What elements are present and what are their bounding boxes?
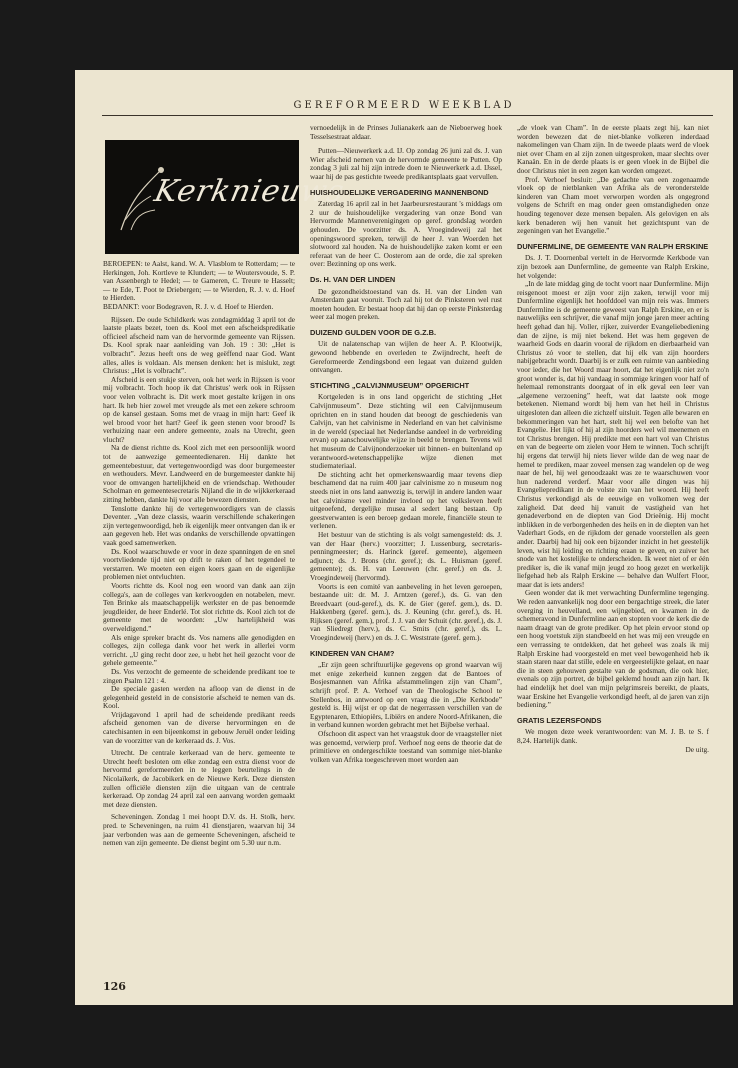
column-2 <box>310 124 502 764</box>
article-paragraph: De stichting acht het opmerkenswaardig maar tevens diep beschamend dat na ruim 400 jaar calvinisme zo n museum nog steeds niet in ons land aanwezig is, terwijl in andere landen waar het calvinisme veel minder invloed op het volksleven heeft uitgeoefend, dergelijke musea al sedert lang bestaan. Op geestverwanten is een beroep gedaan morele, financiële steun te verlenen. <box>310 469 502 531</box>
banner-title: Kerknieuws <box>151 174 348 209</box>
column-3-lead-2: Prof. Verhoef besluit: „De gedachte van een zogenaamde vloek op de nietblanken van Afrika als de veronderstelde kinderen van Cham moet verworpen worden als ongegrond volgens de Schrift en mag onder geen omstandigheden onze houding tegenover deze mensen bepalen. Als gelovigen en als kerk benaderen wij hen vanuit het gezichtspunt van de zegeningen van het Evangelie.” <box>517 174 709 236</box>
article-paragraph: Utrecht. De centrale kerkeraad van de herv. gemeente te Utrecht heeft besloten om elke zondag een extra dienst voor de hervormd gereformeerden in te leggen beurtelings in de Nicolaïkerk, de Jacobikerk en de Nieuwe Kerk. Deze diensten zullen officiële diensten zijn die uitgaan van de centrale kerkeraad. Op zondag 24 april zal een aanvang worden gemaakt met deze diensten. <box>103 748 295 809</box>
column-2-sections <box>310 189 502 765</box>
kerknieuws-banner <box>105 140 348 254</box>
article-paragraph: Ds. Vos verzocht de gemeente de scheidende predikant toe te zingen Psalm 121 : 4. <box>103 666 295 685</box>
article-paragraph: Als enige spreker bracht ds. Vos namens alle genodigden en colleges, zijn collega dank voor het werk in allerlei vorm verricht. „U ging recht door zee, u hebt het heil gezocht voor de gehele gemeente.” <box>103 632 295 668</box>
article-paragraph: BEDANKT: voor Bodegraven, R. J. v. d. Hoef te Hierden. <box>103 301 274 311</box>
article-paragraph: De speciale gasten werden na afloop van de dienst in de gelegenheid gesteld in de consistorie afscheid te nemen van ds. Kool. <box>103 684 295 711</box>
article-paragraph: „In de late middag ging de tocht voort naar Dunfermline. Mijn reisgenoot moest er zijn voor zijn zaken, terwijl voor mij Dunfermline eigenlijk het hoofddoel van mijn reis was. Immers Dunfermline is de gemeente geweest van Ralph Erskine, en er is nauwelijks een schrijver, die vanaf mijn jonge jaren meer achting heeft gehad dan hij. Voller, rijker, zuiverder Evangeliebediening dan de zijne, is mij niet bekend. Het was hem gegeven de waarheid Gods en daarin vooral de rijkdom en dierbaarheid van Christus zó voor te stellen, dat hij elk van zijn hoorders nabijgebracht wordt. Daarbij is er zulk een ruimte van aanbieding voor ieder, die het Woord maar hoort, dat het eigenlijk niet zo'n groot wonder is, dat hij vandaag in sommige kringen voor half of helemaal remonstrants doorgaat of in elk geval een leer van „algemene verzoening” heeft, wat dat laatste ook moge betekenen. Niemand wordt bij hem van het heil in Christus uitgesloten dan alleen die zichzelf uitsluit. Tegen alle bewaren en bekommeringen van het hart, stelt hij wel een belofte van het Evangelie. Het lijkt of hij al zijn hoorders wel wil meenemen en tot Christus brengen. Hij predikte met een hart vol van Christus en van de begeerte om zielen voor Hem te winnen. Toch schrijft hij ergens dat terwijl hij niets liever wilde dan de weg naar de hemel te prediken, maar zoveel mensen zag wandelen op de weg naar de hel, hij wel genoodzaakt was ze te waarschuwen voor hun naderend verderf. Maar voor alle dingen was hij Evangeliepredikant in de volste zin van het woord. Hij heeft Christus verkondigd als de eeuwige en volkomen weg der zaligheid. Dat deed hij vanuit de vastigheid van het genadeverbond en de diepten van God Drieënig. Hij mocht inblikken in de verborgenheden des heils en in de diepten van het Vaderhart Gods, en de rijkdom der genade voorstellen als geen ander. Daarbij had hij ook een bijzonder inzicht in het geestelijk leven, wist hij leiding en richting eraan te geven, en zuiver het snode van het kostelijke te onderscheiden. Ik weet niet of er één prediker is, die ik vanaf mijn jeugd zo hoog gezet en werkelijk liefgehad heb als Ralph Erskine — behalve dan Wulfert Floor, maar dat is iets anders! <box>517 279 709 589</box>
article-paragraph: Ds. Kool waarschuwde er voor in deze spanningen de en snel voortvliedende tijd niet op drift te raken of het tegendeel te verstarren. We moeten een eigen koers gaan en de eigenlijke problemen niet ontvluchten. <box>103 546 295 582</box>
article-paragraph: Uit de nalatenschap van wijlen de heer A. P. Klootwijk, gewoond hebbende en overleden te Zwijndrecht, heeft de Gereformeerde Zendingsbond een legaat van duizend gulden ontvangen. <box>310 339 502 375</box>
putten-paragraph: Putten—Nieuwerkerk a.d. IJ. Op zondag 26 juni zal ds. J. van Wier afscheid nemen van de hervormde gemeente te Putten. Op zondag 3 juli zal hij zijn intrede doen te Nieuwerkerk a.d. IJssel, waar hij de pas gestichte tweede predikantsplaats gaat vervullen. <box>310 146 502 181</box>
article-paragraph: Na de dienst richtte ds. Kool zich met een persoonlijk woord tot de aanwezige gemeentedienaren. Hij dankte het gemeentebestuur, dat vertegenwoordigd was door burgemeester en wethouders. Mevr. Landweerd en de burgemeester dankte hij voor de omvangen hartelijkheid en de vriendschap. Wethouder Scholman en gemeentesecretaris Nijland die in de wijkkerkeraad zitting hebben, dankte hij voor alle bewezen diensten. <box>103 443 295 505</box>
article-paragraph: Voorts richtte ds. Kool nog een woord van dank aan zijn collega's, aan de colleges van kerkvoogden en notabelen, mevr. Ten Brinke als maatschappelijk werkster en de pas benoemde jeugdleider, de heer Enderlé. Tot slot richtte ds. Kool zich tot de gemeente met de woorden: „Uw hartelijkheid was overweldigend.” <box>103 580 295 633</box>
section-heading: STICHTING „CALVIJNMUSEUM” OPGERICHT <box>310 380 470 390</box>
article-paragraph: Rijssen. De oude Schildkerk was zondagmiddag 3 april tot de laatste plaats bezet, toen ds. Kool met een afscheidspredikatie officieel afscheid nam van de hervormde gemeente van Rijssen. Ds. Kool sprak naar aanleiding van Joh. 19 : 30: „Het is volbracht”. Jezus heeft ons de weg geëffend naar God. Want alles, alles is voldaan. Als mensen denken: het is mislukt, zegt Christus: „Het is volbracht”. <box>103 314 295 376</box>
column-3 <box>517 124 709 754</box>
section-heading: KINDEREN VAN CHAM? <box>310 648 395 658</box>
article-paragraph: Ofschoon dit aspect van het vraagstuk door de vraagsteller niet was genoemd, verwierp prof. Verhoef nog eens de theorie dat de primitieve en ondergeschikte toestand van sommige niet-blanke volken van Afrika toegeschreven moet worden aan <box>310 729 502 764</box>
header-rule <box>102 115 713 116</box>
article-paragraph: De gezondheidstoestand van ds. H. van der Linden van Amsterdam gaat vooruit. Toch zal hij tot de Pinksteren wel rust moeten houden. Er bestaat hoop dat hij dan op eerste Pinksterdag weer zal mogen preken. <box>310 286 502 322</box>
article-paragraph: Afscheid is een stukje sterven, ook het werk in Rijssen is voor mij volbracht. Toch hoop ik dat Christus' werk ook in Rijssen voor velen volbracht is. Dit werk moet gestalte krijgen in ons hart. Ik heb hier zowel met vreugde als met een zekere schroom op de kansel gestaan. Soms met de vraag in mijn hart: Geef ik wel brood voor het hart? Geef ik geen stenen voor brood? Is verhuizing naar een andere gemeente, zoals na Utrecht, geen vlucht? <box>103 374 295 444</box>
newspaper-page <box>75 70 733 1005</box>
article-paragraph: Ds. J. T. Doornenbal vertelt in de Hervormde Kerkbode van zijn bezoek aan Dunfermline, de gemeente van Ralph Erskine, het volgende: <box>517 253 709 280</box>
article-paragraph: „Er zijn geen schriftuurlijke gegevens op grond waarvan wij met enige zekerheid kunnen zeggen dat de Bantoes of Bosjesmannen van Afrika afstammelingen zijn van Cham”, schrijft prof. P. A. Verhoef van de Theologische School te Stellenbos, in antwoord op een vraag die in „Die Kerkbode” gesteld is. Hij wijst er op dat de negerrassen verschillen van de Egyptenaren, Ethiopiërs, Libiërs en andere Noord-Afrikanen, die in verband kunnen worden gebracht met het Bijbelse verhaal. <box>310 660 502 730</box>
column-3-sections <box>517 243 709 746</box>
signature: De uitg. <box>685 744 709 754</box>
section-heading: Ds. H. VAN DER LINDEN <box>310 274 396 284</box>
column-2-lead: vernoedelijk in de Prinses Julianakerk aan de Nieboerweg hoek Tesselsestraat aldaar. <box>310 123 502 141</box>
article-paragraph: Zaterdag 16 april zal in het Jaarbeursrestaurant 's middags om 2 uur de huishoudelijke vergadering van onze Bond van Hervormde Mannenverenigingen op geref. grondslag worden gehouden. De voorzitter ds. A. Vroegindeweij zal het openingswoord spreken, terwijl de heer J. van Woerden het slotwoord zal houden. Na de huishoudelijke zaken komt er een referaat van de heer C. Oosterom aan de orde, die zal spreken over: Bezinning op ons werk. <box>310 199 502 269</box>
column-1 <box>103 260 295 848</box>
article-paragraph: Scheveningen. Zondag 1 mei hoopt D.V. ds. H. Stolk, herv. pred. te Scheveningen, na ruim 41 dienstjaren, waarvan hij 34 jaar verbonden was aan de gemeente Scheveningen, afscheid te nemen van zijn gemeente. De dienst begint om 5.30 uur n.m. <box>103 812 295 848</box>
article-paragraph: Voorts is een comité van aanbeveling in het leven geroepen, bestaande uit: dr. M. J. Arntzen (geref.), ds. G. van den Breedvaart (oud-geref.), ds. K. de Gier (geref. gem.), ds. D. Hakkenberg (geref. gem.), ds. J. Keuning (chr. geref.), ds. H. Rijksen (geref. gem.), prof. J. J. van der Schuit (chr. geref.), ds. J. van Sliedregt (herv.), ds. C. Smits (chr. geref.), ds. L. Vroegindeweij (herv.) en ds. J. C. Weststrate (geref. gem.). <box>310 581 502 643</box>
article-paragraph: Vrijdagavond 1 april had de scheidende predikant reeds afscheid genomen van de diverse hervormingen en de catechisanten in een bijeenkomst in gebouw Jeruël onder leiding van de voorzitter van de kerkeraad ds. J. Vos. <box>103 709 295 745</box>
section-heading: HUISHOUDELIJKE VERGADERING MANNENBOND <box>310 187 489 197</box>
article-paragraph: Kortgeleden is in ons land opgericht de stichting „Het Calvijnmuseum”. Deze stichting wil een Calvijnmuseum oprichten en in stand houden dat beoogt de geschiedenis van Calvijn, van het calvinisme in Nederland en van het calvinisme in de wereld (speciaal het Nederlandse aandeel in de verbreiding ervan) op aanschouwelijke wijze in beeld te brengen. Tevens wil het museum de Calvijnonderzoeker uit binnen- en buitenland op verantwoord-wetenschappelijke wijze dienen met studiemateriaal. <box>310 392 502 471</box>
article-paragraph: BEROEPEN: te Aalst, kand. W. A. Vlasblom te Rotterdam; — te Herkingen, Joh. Kortleve te Klundert; — te Woutersvoude, S. P. van Assenbergh te Hedel; — te Gameren, C. Treure te Hasselt; — te Ede, T. Poot te Driebergen; — te Wierden, R. J. v. d. Hoef te Hierden. <box>103 259 295 303</box>
section-heading: GRATIS LEZERSFONDS <box>517 715 602 725</box>
column-3-lead: „de vloek van Cham”. In de eerste plaats zegt hij, kan niet worden bewezen dat de niet-blanke volkeren inderdaad nakomelingen van Cham zijn. In de tweede plaats werd de vloek niet over Cham en al zijn zonen uitgesproken, maar slechts over Kanaän. En in de derde plaats is er geen vloek in de Bijbel die door Christus niet in een zegen kan worden omgezet. <box>517 123 709 175</box>
page-number: 126 <box>103 980 126 993</box>
article-paragraph: We mogen deze week verantwoorden: van M. J. B. te S. f 8,24. Hartelijk dank. <box>517 727 709 745</box>
section-heading: DUNFERMLINE, DE GEMEENTE VAN RALPH ERSKINE <box>517 241 709 251</box>
running-head: GEREFORMEERD WEEKBLAD <box>293 100 515 111</box>
section-heading: DUIZEND GULDEN VOOR DE G.Z.B. <box>310 327 437 337</box>
article-paragraph: Het bestuur van de stichting is als volgt samengesteld: ds. J. van der Haar (herv.) voorzitter; J. Lussenburg, secretaris-penningmeester; ds. Harinck (geref. gemeente), algemeen adjunct; ds. J. Brons (chr. geref.); ds. L. Huisman (geref. gemeente); ds. H. van Leeuwen (chr. geref.) en ds. J. Vroegindeweij (hervormd). <box>310 529 502 582</box>
article-paragraph: Tenslotte dankte hij de vertegenwoordigers van de classis Deventer. „Van deze classis, waarin verschillende schakeringen zijn vertegenwoordigd, heb ik eigenlijk meer ontvangen dan ik er aan gegeven heb. Het was ondanks de verschillende opvattingen vaak goed samenwerken. <box>103 503 295 547</box>
article-paragraph: Geen wonder dat ik met verwachting Dunfermline tegenging. We reden aanvankelijk nog door een bergachtige streek, die later overging in heuvelland, een wijngebied, en kwamen in de schemeravond in Dunfermline aan en stopten voor de kerk die de naam draagt van de grote prediker. Op het plein ervoor stond op een hoog voetstuk zijn standbeeld en het was mij een vreugde en een verrassing te ontdekken, dat het geheel was zoals ik mij Ralph Erskine had voorgesteld en met veel bewogenheid heb ik staan staren naar dat stille, edele en vergeestelijkte gelaat, en naar die in steen gehouwen gestalte van de godsman, die ook hier, evenals op zijn portret, de bijbel geklemd houdt aan zijn hart. Ik had eindelijk het doel van mijn pelgrimsreis bereikt, de plaats, waar Erskine het Evangelie verkondigd heeft, al de jaren van zijn bediening.” <box>517 588 709 710</box>
